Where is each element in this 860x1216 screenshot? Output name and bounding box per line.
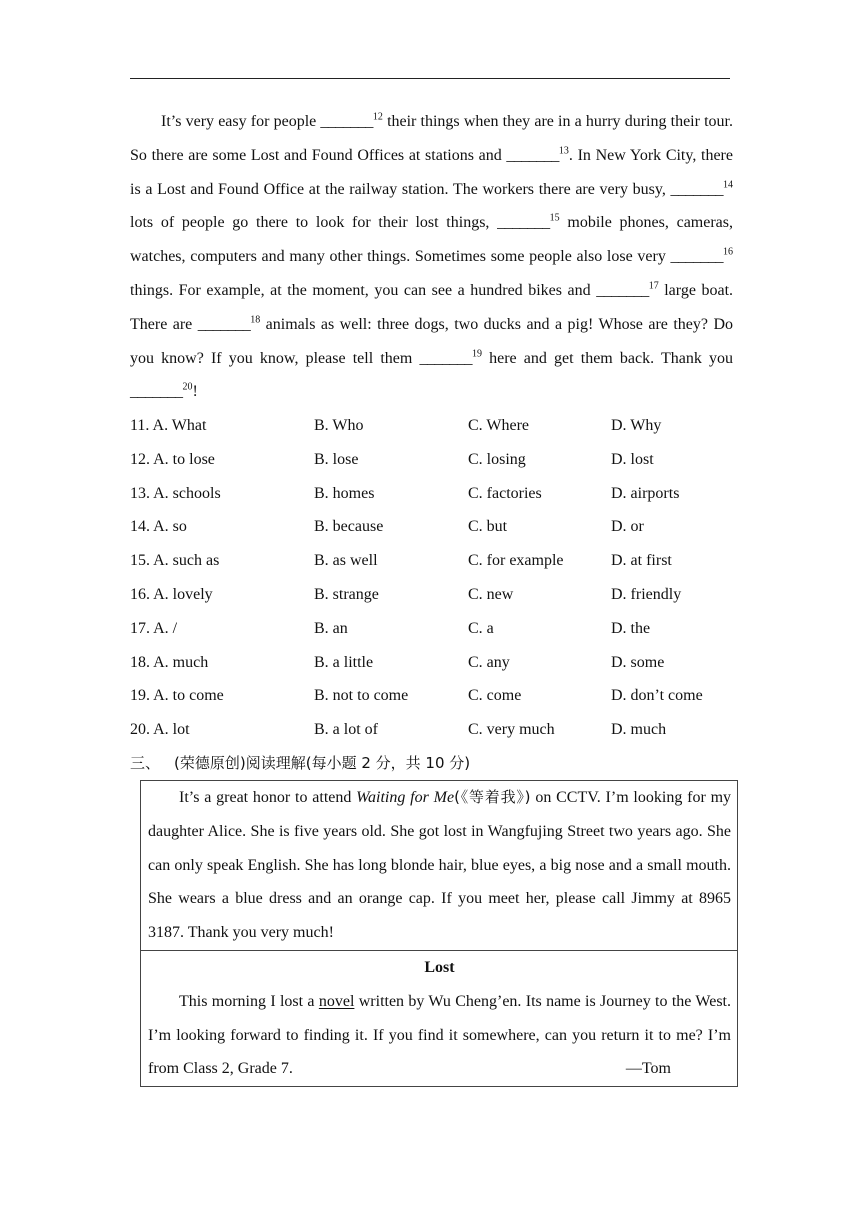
blank-number: 14 xyxy=(723,179,733,191)
passage-text: here and get them back. Thank you xyxy=(481,349,734,367)
notice-lost-book xyxy=(141,951,737,1086)
option-d: D. much xyxy=(611,721,667,739)
question-row xyxy=(130,646,750,680)
blank-number: 13 xyxy=(558,145,569,157)
option-a: 14. A. so xyxy=(130,518,187,536)
option-d: D. don’t come xyxy=(611,687,703,705)
passage-text: mobile phones, cameras, watches, computers and many other things. Sometimes some people also lose very xyxy=(130,214,734,266)
option-d: D. at first xyxy=(611,552,672,570)
option-c: C. losing xyxy=(468,450,526,468)
question-row xyxy=(130,510,750,544)
option-c: C. but xyxy=(468,518,508,536)
option-d: D. airports xyxy=(611,484,680,502)
option-c: C. very much xyxy=(468,721,555,739)
option-c: C. Where xyxy=(468,417,530,434)
underlined-word: novel xyxy=(318,992,355,1010)
passage-text: large boat. There are xyxy=(130,281,734,333)
option-b: B. homes xyxy=(314,484,375,502)
blank-number: 20 xyxy=(182,382,193,394)
option-d: D. Why xyxy=(611,417,662,434)
notice2-before: This morning I lost a xyxy=(179,992,319,1010)
option-c: C. come xyxy=(468,687,522,705)
question-row xyxy=(130,477,750,511)
section-number: 三、 xyxy=(130,754,161,772)
passage-text: lots of people go there to look for their lost things, xyxy=(130,214,498,232)
notice2-title: Lost xyxy=(424,959,455,976)
option-c: C. a xyxy=(468,619,494,637)
blank-number: 18 xyxy=(250,314,261,326)
passage-text: It’s very easy for people xyxy=(161,113,321,130)
option-b: B. strange xyxy=(314,585,379,603)
option-a: 13. A. schools xyxy=(130,484,221,502)
answer-options xyxy=(130,409,750,747)
option-c: C. factories xyxy=(468,484,542,502)
blank-number: 12 xyxy=(372,111,383,123)
cloze-blank: _______ xyxy=(670,248,723,266)
option-c: C. any xyxy=(468,653,510,671)
cloze-blank: _______ xyxy=(497,214,550,232)
notice2-after: written by Wu Cheng’en. Its name is Journey to the West. I’m looking forward to finding it. If you find it somewhere, can you return it to me? I’m from Class 2, Grade 7. xyxy=(148,992,731,1078)
section-title: (荣德原创)阅读理解(每小题 2 分，共 10 分) xyxy=(174,754,471,772)
show-name-cn: (《等着我》) xyxy=(454,788,531,806)
option-b: B. not to come xyxy=(314,687,409,705)
cloze-blank: _______ xyxy=(419,349,472,367)
question-row xyxy=(130,612,750,646)
option-b: B. as well xyxy=(314,552,378,570)
notice1-after: on CCTV. I’m looking for my daughter Alice. She is five years old. She got lost in Wangfujing Street two years ago. She can only speak English. She has long blonde hair, blue eyes, a big nose and a small mouth. She wears a blue dress and an orange cap. If you meet her, please call Jimmy at 8965 3187. Thank you very much! xyxy=(148,789,732,942)
passage-text: their things when they are in a hurry during their tour. So there are some Lost and Found Offices at stations and xyxy=(130,113,734,164)
option-a: 12. A. to lose xyxy=(130,450,215,468)
passage-text: ! xyxy=(192,383,198,401)
cloze-blank: _______ xyxy=(670,180,723,198)
passage-text: things. For example, at the moment, you can see a hundred bikes and xyxy=(130,281,597,299)
option-d: D. some xyxy=(611,653,665,671)
notice2-text xyxy=(148,985,731,1086)
option-b: B. a lot of xyxy=(314,721,378,739)
cloze-blank: _______ xyxy=(506,146,559,164)
blank-number: 16 xyxy=(723,246,733,258)
question-row xyxy=(130,409,750,443)
blank-number: 17 xyxy=(648,280,659,292)
cloze-blank: _______ xyxy=(130,383,183,401)
option-b: B. lose xyxy=(314,450,359,468)
question-row xyxy=(130,713,750,747)
option-d: D. friendly xyxy=(611,585,682,603)
option-a: 16. A. lovely xyxy=(130,585,213,603)
question-row xyxy=(130,679,750,713)
option-a: 15. A. such as xyxy=(130,552,220,570)
passage-paragraph xyxy=(130,105,733,409)
option-a: 18. A. much xyxy=(130,653,209,671)
passage-text: . In New York City, there is a Lost and Found Office at the railway station. The workers there are very busy, xyxy=(130,146,733,198)
show-name: Waiting for Me xyxy=(356,789,455,806)
passage-text: animals as well: three dogs, two ducks and a pig! Whose are they? Do you know? If you know, please tell them xyxy=(130,315,733,367)
question-row xyxy=(130,544,750,578)
option-b: B. a little xyxy=(314,653,374,671)
option-c: C. for example xyxy=(468,552,564,570)
cloze-passage xyxy=(130,105,733,409)
notice-missing-child xyxy=(141,781,737,951)
option-b: B. Who xyxy=(314,417,364,434)
cloze-blank: _______ xyxy=(596,281,649,299)
signature: —Tom xyxy=(625,1060,671,1078)
option-a: 20. A. lot xyxy=(130,721,190,739)
notice1-text xyxy=(148,781,731,950)
reading-box xyxy=(140,780,738,1087)
option-d: D. lost xyxy=(611,450,654,468)
blank-number: 19 xyxy=(471,348,482,360)
cloze-blank: _______ xyxy=(197,315,251,333)
blank-number: 15 xyxy=(549,213,560,225)
option-d: D. or xyxy=(611,518,644,536)
option-c: C. new xyxy=(468,585,514,603)
option-b: B. because xyxy=(314,518,384,536)
question-row xyxy=(130,443,750,477)
cloze-blank: _______ xyxy=(320,113,373,130)
option-a: 17. A. / xyxy=(130,619,178,637)
option-a: 19. A. to come xyxy=(130,687,224,705)
option-d: D. the xyxy=(611,619,651,637)
option-a: 11. A. What xyxy=(130,417,207,434)
notice1-before: It’s a great honor to attend xyxy=(179,789,357,806)
question-row xyxy=(130,578,750,612)
option-b: B. an xyxy=(314,619,348,637)
header-rule xyxy=(130,78,730,79)
section-heading xyxy=(130,748,470,779)
